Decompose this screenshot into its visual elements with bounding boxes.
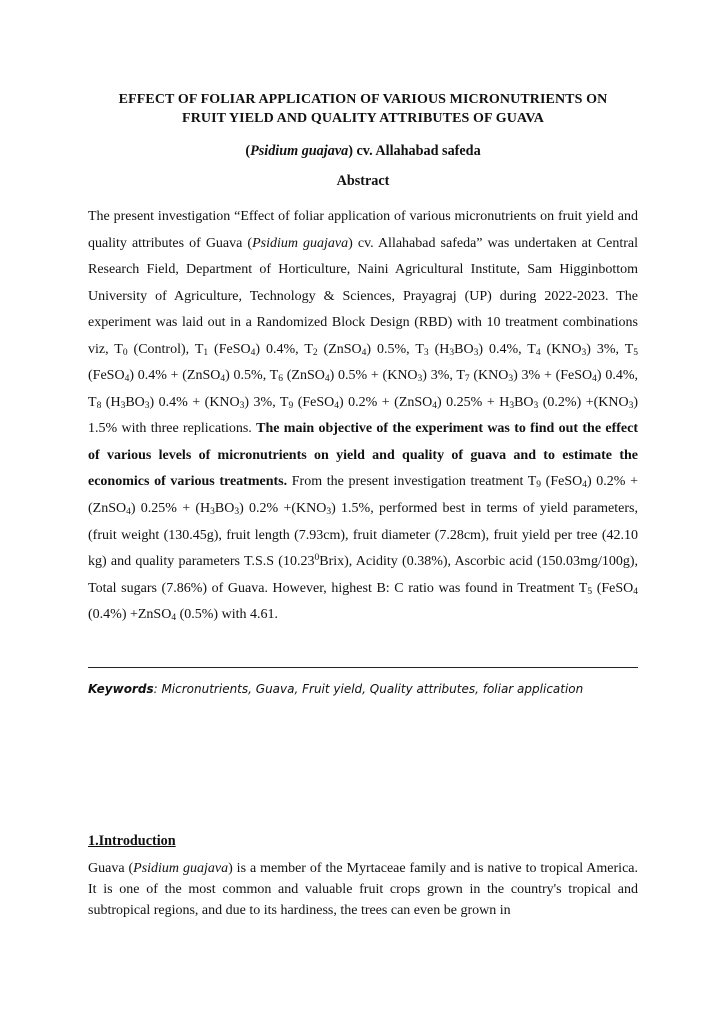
subscript: 3 — [417, 374, 423, 385]
subscript: 8 — [96, 400, 102, 411]
abstract-text: ) 0.5% + (KNO — [329, 368, 418, 384]
abstract-text: (0.5%) with 4.61. — [176, 607, 278, 623]
abstract-text: (FeSO — [541, 474, 583, 490]
subscript: 3 — [533, 400, 539, 411]
paper-title — [88, 90, 638, 128]
subscript: 4 — [361, 347, 367, 358]
subscript: 5 — [633, 347, 639, 358]
introduction-heading: 1.Introduction — [88, 833, 176, 849]
subscript: 4 — [324, 374, 330, 385]
subscript: 3 — [326, 507, 332, 518]
keywords-label: Keywords — [88, 682, 154, 696]
abstract-text: (0.2%) +(KNO — [538, 394, 629, 410]
abstract-species: Psidium guajava — [252, 235, 349, 251]
intro-text: ) is a member of the Myrtaceae family and is native to tropical America. It is one of the most common and valuable fruit crops grown in the country's tropical and subtropical regions, and due to its hardiness, the trees can even be grown in — [88, 861, 639, 918]
abstract-text: ) 0.5%, T — [366, 341, 424, 357]
abstract-text: (FeSO — [592, 580, 634, 596]
abstract-text: ) cv. Allahabad safeda” was undertaken at Central Research Field, Department of Horticulture, Naini Agricultural Institute, Sam Higginbottom University of Agriculture, Technology & Sciences, Prayagraj (UP) during 2022-2023. The experiment was laid out in a Randomized Block Design (RBD) with 10 treatment combinations viz, T — [88, 235, 639, 357]
subscript: 3 — [144, 400, 150, 411]
abstract-text: ) 3%, T — [422, 368, 465, 384]
abstract-text: (H — [428, 341, 450, 357]
subscript: 3 — [423, 347, 429, 358]
subscript: 7 — [464, 374, 470, 385]
subscript: 4 — [250, 347, 256, 358]
superscript: 0 — [314, 553, 320, 564]
intro-text: Guava ( — [88, 861, 134, 876]
abstract-heading: Abstract — [336, 173, 390, 189]
subscript: 9 — [536, 480, 542, 491]
abstract-text: (ZnSO — [282, 368, 325, 384]
subscript: 3 — [239, 400, 245, 411]
abstract-text: ) 0.4% + (ZnSO — [129, 368, 221, 384]
subscript: 3 — [210, 507, 215, 518]
abstract-text: ) 0.4%, T — [478, 341, 536, 357]
title-line-1: EFFECT OF FOLIAR APPLICATION OF VARIOUS MICRONUTRIENTS ON — [118, 92, 608, 107]
abstract-text: ) 0.25% + H — [437, 394, 510, 410]
abstract-text: (0.4%) +ZnSO — [88, 607, 172, 623]
subscript: 4 — [171, 613, 177, 624]
subscript: 3 — [509, 400, 515, 411]
abstract-text: (FeSO — [293, 394, 335, 410]
abstract-text: The present investigation “Effect of foliar application of various micronutrients on fruit yield and quality attributes of Guava ( — [88, 209, 638, 251]
abstract-text: Brix), Acidity (0.38%), Ascorbic acid (150.03mg/100g), Total sugars (7.86%) of Guava. However, highest B: C ratio was found in Treatment T — [88, 554, 638, 596]
title-line-2: FRUIT YIELD AND QUALITY ATTRIBUTES OF GUAVA — [182, 111, 544, 126]
subscript: 1 — [203, 347, 209, 358]
abstract-text: ) 3%, T — [586, 341, 634, 357]
subscript: 3 — [508, 374, 514, 385]
abstract-text: ) 0.4%, T — [255, 341, 313, 357]
abstract-text: BO — [125, 394, 145, 410]
subscript: 4 — [432, 400, 438, 411]
keywords-line — [88, 681, 648, 697]
subscript: 4 — [124, 374, 130, 385]
abstract-text: (H — [101, 394, 121, 410]
abstract-text: ) 0.2% + (ZnSO — [88, 474, 638, 517]
subscript: 3 — [234, 507, 240, 518]
subscript: 4 — [633, 586, 639, 597]
subscript: 3 — [628, 400, 634, 411]
subscript: 6 — [278, 374, 283, 385]
introduction-body — [88, 858, 638, 921]
abstract-text: ) 0.2% + (ZnSO — [339, 394, 433, 410]
intro-species: Psidium guajava — [133, 861, 229, 876]
subscript: 3 — [120, 400, 126, 411]
keywords-text: : Micronutrients, Guava, Fruit yield, Quality attributes, foliar application — [153, 682, 584, 696]
abstract-body — [88, 204, 638, 629]
subscript: 4 — [126, 507, 131, 518]
subscript: 4 — [535, 347, 541, 358]
abstract-text: ) 0.2% +(KNO — [239, 501, 327, 517]
abstract-text: (KNO — [469, 368, 509, 384]
subscript: 4 — [334, 400, 340, 411]
abstract-text: ) 3%, T — [244, 394, 289, 410]
subscript: 4 — [592, 374, 597, 385]
section-divider — [88, 667, 638, 668]
paper-subtitle: (Psidium guajava) cv. Allahabad safeda — [245, 143, 481, 159]
subscript: 0 — [122, 347, 128, 358]
subscript: 3 — [581, 347, 587, 358]
abstract-objective: The main objective of the experiment was to find out the effect of various levels of micronutrients on yield and quality of guava and to estimate the economics of various treatments. — [88, 421, 638, 490]
abstract-text: (KNO — [540, 341, 582, 357]
subscript: 4 — [582, 480, 587, 491]
abstract-text: ) 3% + (FeSO — [513, 368, 593, 384]
abstract-text: ) 1.5%, performed best in terms of yield parameters, (fruit weight (130.45g), fruit length (7.93cm), fruit diameter (7.28cm), fruit yield per tree (42.10 kg) and quality parameters T.S.S (10.23 — [88, 501, 638, 570]
subtitle-species: Psidium guajava — [250, 143, 349, 159]
abstract-text: ) 0.4% + (KNO — [149, 394, 240, 410]
subscript: 5 — [587, 586, 593, 597]
abstract-text: ) 0.5%, T — [225, 368, 279, 384]
abstract-text: (ZnSO — [317, 341, 362, 357]
abstract-text: BO — [454, 341, 474, 357]
abstract-text: From the present investigation treatment T — [287, 474, 537, 490]
abstract-text: (Control), T — [127, 341, 204, 357]
abstract-text: (FeSO — [208, 341, 251, 357]
subtitle-cultivar: cv. Allahabad safeda — [356, 143, 481, 159]
abstract-text: BO — [514, 394, 534, 410]
subscript: 3 — [473, 347, 479, 358]
abstract-text: ) 0.25% + (H — [130, 501, 211, 517]
abstract-text: ) 1.5% with three replications. — [88, 394, 639, 437]
abstract-text: BO — [214, 501, 235, 517]
subscript: 3 — [449, 347, 455, 358]
subscript: 4 — [220, 374, 226, 385]
subscript: 9 — [288, 400, 294, 411]
subscript: 2 — [312, 347, 318, 358]
abstract-text: ) 0.4%, T — [88, 368, 638, 410]
abstract-text: (FeSO — [88, 368, 125, 384]
